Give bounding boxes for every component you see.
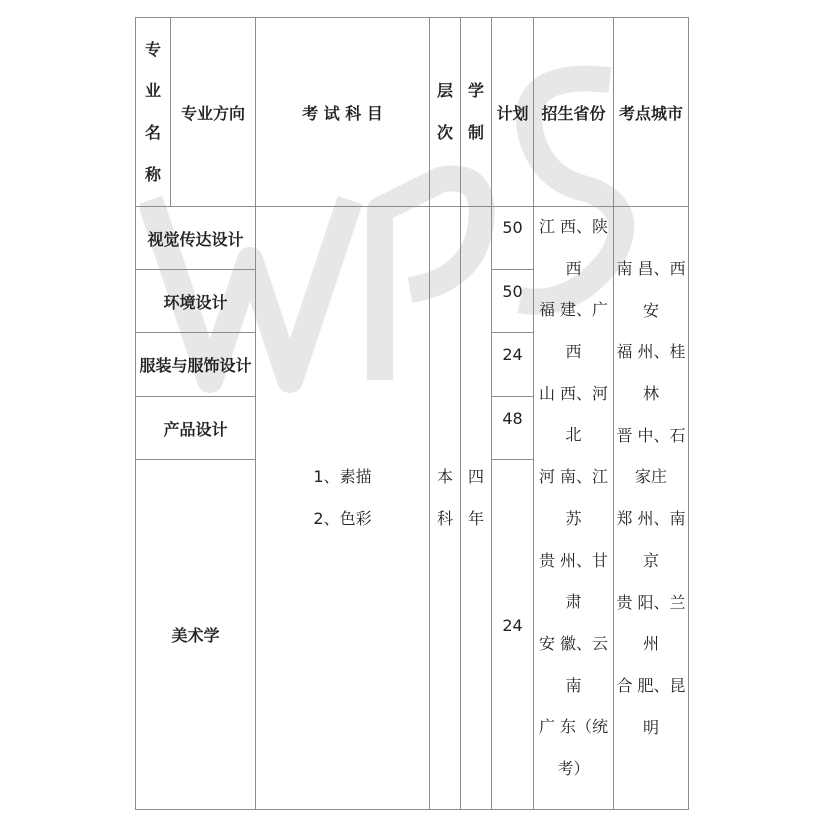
province-line: 西 <box>565 342 582 362</box>
city-line: 明 <box>642 717 659 737</box>
city-line: 州 <box>642 634 659 654</box>
province-line: 江 西、陕 <box>538 217 609 236</box>
city-line: 合 肥、昆 <box>616 675 686 695</box>
level-cell <box>430 456 460 540</box>
major-name: 美术学 <box>171 626 220 645</box>
major-name: 产品设计 <box>163 419 228 439</box>
province-line: 苏 <box>565 508 582 528</box>
plan-value: 24 <box>502 615 523 635</box>
plan-value: 24 <box>502 344 523 364</box>
city-line: 郑 州、南 <box>616 509 686 529</box>
header-duration <box>461 18 491 206</box>
city-line: 南 昌、西 <box>616 259 686 278</box>
major-name: 视觉传达设计 <box>147 229 244 249</box>
header-duration-char: 学 <box>467 81 484 101</box>
province-line: 北 <box>565 425 582 445</box>
header-level <box>430 18 460 206</box>
city-line: 贵 阳、兰 <box>616 592 686 612</box>
city-line: 福 州、桂 <box>616 342 686 362</box>
province-line: 山 西、河 <box>538 383 609 403</box>
plan-value: 50 <box>502 281 523 301</box>
city-line: 家庄 <box>634 467 667 487</box>
header-level-char: 层 <box>436 81 453 101</box>
header-major-name-char: 业 <box>144 81 161 101</box>
header-cities: 考点城市 <box>618 103 683 123</box>
duration-cell <box>461 456 491 540</box>
plan-value: 48 <box>502 408 523 428</box>
province-line: 贵 州、甘 <box>538 550 609 570</box>
plan-value: 50 <box>502 218 523 237</box>
province-line: 西 <box>565 258 582 278</box>
duration-char: 四 <box>467 467 484 486</box>
header-subjects: 考 试 科 目 <box>302 103 383 123</box>
provinces-cell <box>534 206 613 790</box>
province-line: 考） <box>557 758 590 778</box>
header-duration-char: 制 <box>467 123 484 142</box>
major-name: 服装与服饰设计 <box>139 356 252 375</box>
header-provinces: 招生省份 <box>541 103 606 123</box>
header-major-name-char: 专 <box>144 39 161 59</box>
city-line: 安 <box>642 300 659 320</box>
header-direction: 专业方向 <box>180 103 245 123</box>
province-line: 南 <box>565 675 582 695</box>
subjects-cell <box>256 456 429 540</box>
level-char: 科 <box>436 508 453 528</box>
duration-char: 年 <box>467 508 484 528</box>
subject-item: 1、素描 <box>313 467 372 486</box>
header-level-char: 次 <box>436 123 453 142</box>
province-line: 肃 <box>565 592 582 612</box>
city-line: 京 <box>642 550 659 570</box>
province-line: 安 徽、云 <box>538 633 609 653</box>
subject-item: 2、色彩 <box>313 508 372 528</box>
level-char: 本 <box>436 467 453 486</box>
city-line: 晋 中、石 <box>616 425 686 445</box>
header-major-name <box>136 18 170 206</box>
major-name: 环境设计 <box>163 292 228 312</box>
province-line: 河 南、江 <box>538 467 609 487</box>
province-line: 福 建、广 <box>538 300 609 320</box>
header-plan: 计划 <box>496 103 529 123</box>
header-major-name-char: 称 <box>144 164 161 184</box>
city-line: 林 <box>642 384 659 404</box>
cities-cell <box>614 248 688 748</box>
header-major-name-char: 名 <box>144 123 161 142</box>
province-line: 广 东（统 <box>538 717 609 737</box>
